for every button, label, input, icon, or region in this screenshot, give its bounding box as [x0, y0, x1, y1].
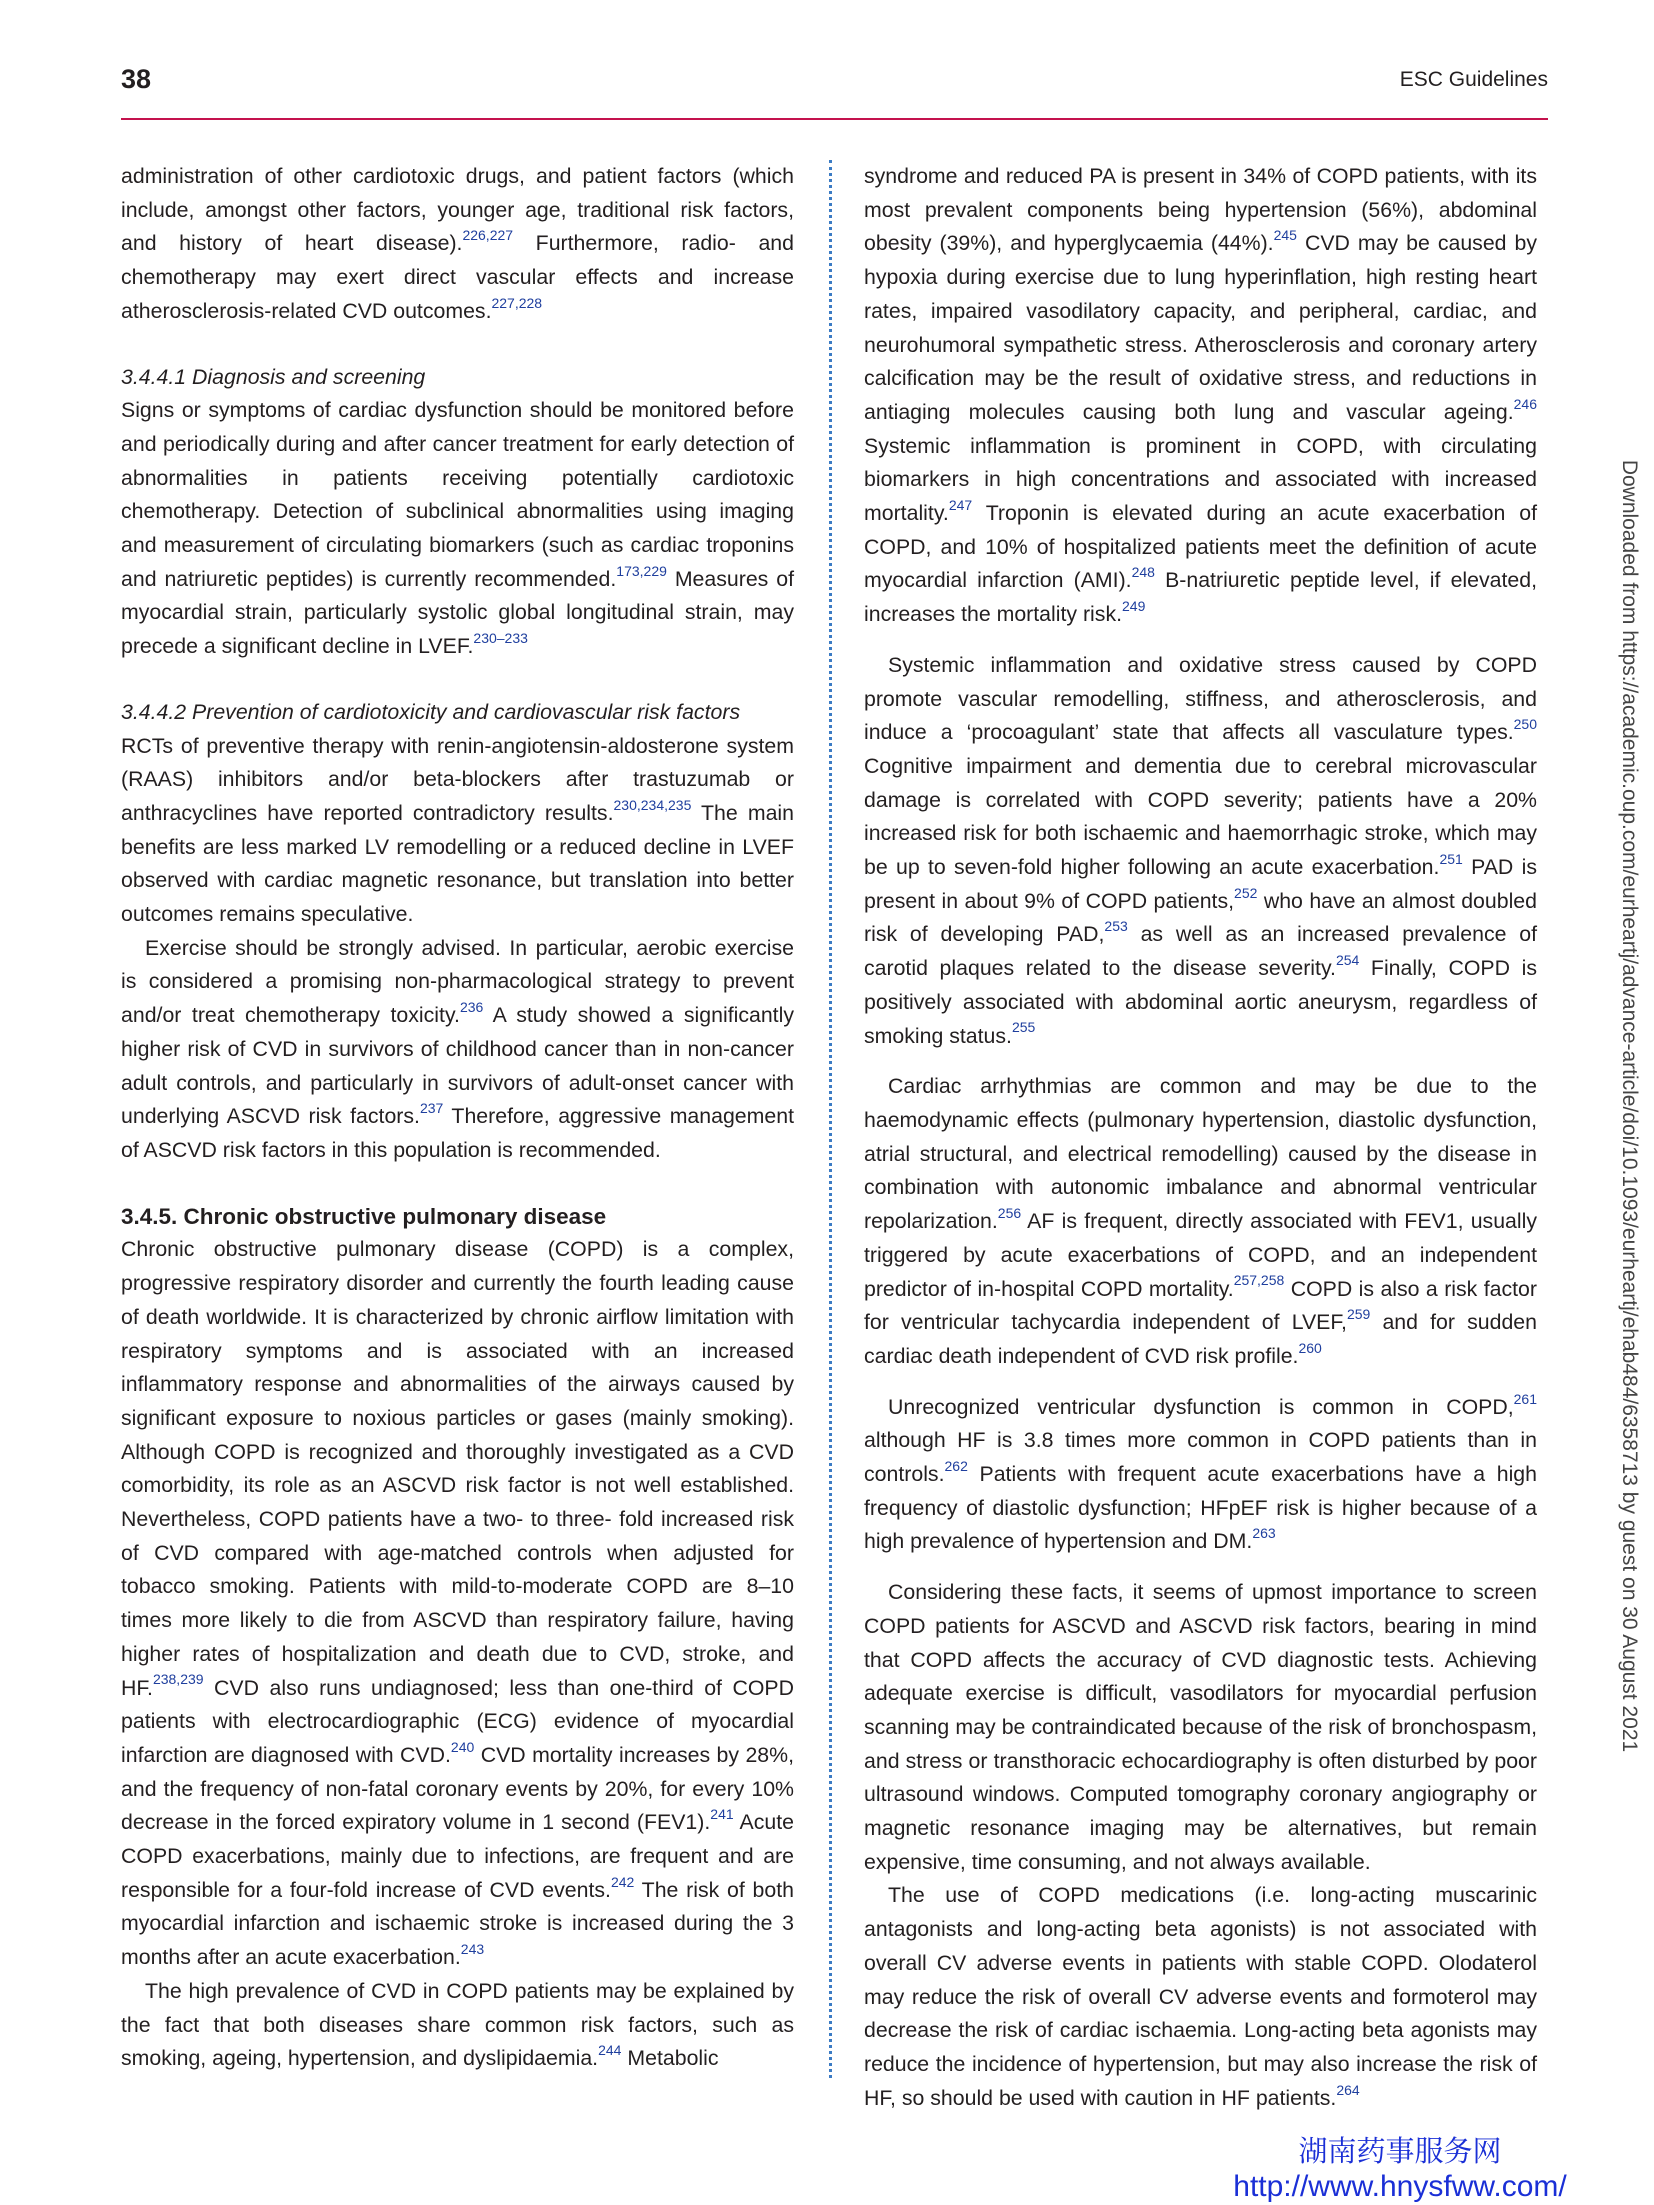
citation-reference[interactable]: 240 [450, 1738, 475, 1755]
paragraph-text: CVD also runs undiagnosed; less than one-third of COPD patients with electrocardiographic (ECG) evidence of myocardial infarction are diagnosed with CVD. [121, 1675, 794, 1767]
column-divider [829, 160, 832, 2078]
citation-reference[interactable]: 260 [1298, 1339, 1322, 1356]
body-paragraph [864, 1391, 1537, 1560]
citation-reference[interactable]: 256 [997, 1205, 1022, 1221]
paragraph-text: The risk of both myocardial infarction and ischaemic stroke is increased during the 3 months after an acute exacerbation. [121, 1877, 794, 1970]
body-paragraph [121, 730, 794, 932]
paragraph-gap [121, 329, 794, 361]
paragraph-text: Unrecognized ventricular dysfunction is common in COPD, [888, 1394, 1514, 1419]
citation-reference[interactable]: 253 [1104, 918, 1128, 935]
citation-reference[interactable]: 236 [459, 999, 484, 1016]
paragraph-text: Troponin is elevated during an acute exacerbation of COPD, and 10% of hospitalized patients meet the definition of acute myocardial infarction (AMI). [864, 501, 1537, 593]
paragraph-text: syndrome and reduced PA is present in 34% of COPD patients, with its most prevalent components being hypertension (56%), abdominal obesity (39%), and hyperglycaemia (44%). [864, 164, 1537, 256]
paragraph-text: B-natriuretic peptide level, if elevated, increases the mortality risk. [864, 568, 1538, 627]
running-head: ESC Guidelines [1399, 68, 1548, 91]
citation-reference[interactable]: 247 [948, 496, 973, 513]
citation-reference[interactable]: 252 [1234, 884, 1258, 901]
paragraph-text: as well as an increased prevalence of carotid plaques related to the disease severity. [864, 922, 1537, 981]
body-paragraph [121, 1975, 794, 2076]
paragraph-text: Chronic obstructive pulmonary disease (COPD) is a complex, progressive respiratory disorder and currently the fourth leading cause of death worldwide. It is characterized by chronic airflow limitation with respiratory symptoms and is associated with an increased inflammatory response and abnormalities of the airways caused by significant exposure to noxious particles or gases (mainly smoking). Although COPD is recognized and thoroughly investigated as a CVD comorbidity, its role as an ASCVD risk factor is not well established. Nevertheless, COPD patients have a two- to three- fold increased risk of CVD compared with age-matched controls when adjusted for tobacco smoking. Patients with mild-to-moderate COPD are 8–10 times more likely to die from ASCVD than respiratory failure, having higher rates of hospitalization and death due to CVD, stroke, and HF. [121, 1237, 794, 1700]
citation-reference[interactable]: 255 [1011, 1019, 1036, 1036]
citation-reference[interactable]: 226,227 [462, 227, 514, 244]
body-paragraph [121, 394, 794, 664]
citation-reference[interactable]: 262 [944, 1457, 968, 1474]
paragraph-text: CVD mortality increases by 28%, and the frequency of non-fatal coronary events by 20%, for every 10% decrease in the forced expiratory volume in 1 second (FEV1). [121, 1742, 794, 1835]
paragraph-text: RCTs of preventive therapy with renin-angiotensin-aldosterone system (RAAS) inhibitors and/or beta-blockers after trastuzumab or anthracyclines have reported contradictory results. [121, 733, 794, 825]
body-paragraph [121, 1233, 794, 1974]
body-paragraph [121, 160, 794, 329]
body-paragraph [864, 1070, 1537, 1373]
citation-reference[interactable]: 245 [1273, 227, 1297, 244]
paragraph-text: Acute COPD exacerbations, mainly due to infections, are frequent and are responsible for a four-fold increase of CVD events. [121, 1810, 794, 1902]
left-column [121, 160, 794, 2076]
paragraph-text: COPD is also a risk factor for ventricular tachycardia independent of LVEF, [864, 1276, 1537, 1335]
watermark-site-name: 湖南药事服务网 [1298, 2134, 1502, 2168]
paragraph-gap [864, 632, 1537, 649]
paragraph-text: although HF is 3.8 times more common in COPD patients than in controls. [864, 1428, 1537, 1487]
header-rule [121, 118, 1548, 120]
citation-reference[interactable]: 241 [710, 1806, 734, 1823]
citation-reference[interactable]: 264 [1336, 2081, 1360, 2098]
paragraph-text: Signs or symptoms of cardiac dysfunction should be monitored before and periodically during and after cancer treatment for early detection of abnormalities in patients receiving potentially cardiotoxic chemotherapy. Detection of subclinical abnormalities using imaging and measurement of circulating biomarkers (such as cardiac troponins and natriuretic peptides) is currently recommended. [121, 398, 794, 591]
body-paragraph [864, 160, 1537, 632]
body-paragraph [121, 932, 794, 1168]
paragraph-text: Metabolic [621, 2046, 719, 2071]
citation-reference[interactable]: 248 [1131, 564, 1155, 581]
citation-reference[interactable]: 259 [1346, 1306, 1371, 1323]
page-number: 38 [121, 64, 152, 94]
body-paragraph [864, 1576, 1537, 1879]
citation-reference[interactable]: 238,239 [152, 1671, 204, 1688]
site-watermark [1210, 2133, 1590, 2205]
citation-reference[interactable]: 243 [460, 1941, 485, 1958]
paragraph-text: Patients with frequent acute exacerbations have a high frequency of diastolic dysfunction; HFpEF risk is higher because of a high prevalence of hypertension and DM. [864, 1462, 1537, 1554]
paragraph-text: The use of COPD medications (i.e. long-acting muscarinic antagonists and long-acting beta agonists) is not associated with overall CV adverse events in patients with stable COPD. Olodaterol may reduce the risk of overall CV adverse events and formoterol may decrease the risk of cardiac ischaemia. Long-acting beta agonists may reduce the incidence of hypertension, but may also increase the risk of HF, so should be used with caution in HF patients. [864, 1883, 1537, 2110]
subsection-heading: 3.4.4.2 Prevention of cardiotoxicity and cardiovascular risk factors [121, 699, 741, 724]
paragraph-text: Exercise should be strongly advised. In particular, aerobic exercise is considered a promising non-pharmacological strategy to prevent and/or treat chemotherapy toxicity. [121, 935, 794, 1028]
paragraph-text: A study showed a significantly higher risk of CVD in survivors of childhood cancer than in non-cancer adult controls, and particularly in survivors of adult-onset cancer with underlying ASCVD risk factors. [121, 1003, 794, 1129]
paragraph-gap [864, 1374, 1537, 1391]
paragraph-text: AF is frequent, directly associated with FEV1, usually triggered by acute exacerbations of COPD, and an independent predictor of in-hospital COPD mortality. [864, 1209, 1537, 1301]
paragraph-text: administration of other cardiotoxic drugs, and patient factors (which include, amongst other factors, younger age, traditional risk factors, and history of heart disease). [121, 164, 794, 256]
paragraph-gap [864, 1559, 1537, 1576]
download-notice: Downloaded from https://academic.oup.com/eurheartj/advance-article/doi/10.1093/eurheartj/ehab484/6358713 by guest on 30 August 2021 [1618, 459, 1641, 1753]
paragraph-text: The main benefits are less marked LV remodelling or a reduced decline in LVEF observed with cardiac magnetic resonance, but translation into better outcomes remains speculative. [121, 800, 794, 927]
paragraph-text: PAD is present in about 9% of COPD patients, [864, 855, 1537, 913]
paragraph-text: Cognitive impairment and dementia due to cerebral microvascular damage is correlated with COPD severity; patients have a 20% increased risk for both ischaemic and haemorrhagic stroke, which may be up to seven-fold higher following an acute exacerbation. [864, 753, 1537, 880]
paragraph-text: Cardiac arrhythmias are common and may be due to the haemodynamic effects (pulmonary hypertension, diastolic dysfunction, atrial structural, and electrical remodelling) caused by the disease in combination with autonomic imbalance and abnormal ventricular repolarization. [864, 1074, 1537, 1234]
citation-reference[interactable]: 254 [1335, 952, 1360, 969]
paragraph-text: Considering these facts, it seems of upmost importance to screen COPD patients for ASCVD and ASCVD risk factors, bearing in mind that COPD affects the accuracy of CVD diagnostic tests. Achieving adequate exercise is difficult, vasodilators for myocardial perfusion scanning may be contraindicated because of the risk of bronchospasm, and stress or transthoracic echocardiography is often disturbed by poor ultrasound windows. Computed tomography coronary angiography or magnetic resonance imaging may be alternatives, but remain expensive, time consuming, and not always available. [864, 1580, 1537, 1874]
citation-reference[interactable]: 244 [598, 2042, 622, 2059]
paragraph-text: Finally, COPD is positively associated with abdominal aortic aneurysm, regardless of smoking status. [864, 956, 1537, 1048]
citation-reference[interactable]: 237 [419, 1100, 444, 1117]
citation-reference[interactable]: 263 [1252, 1525, 1276, 1542]
citation-reference[interactable]: 230,234,235 [613, 796, 692, 813]
citation-reference[interactable]: 230–233 [473, 630, 528, 647]
section-heading: 3.4.5. Chronic obstructive pulmonary disease [121, 1203, 607, 1229]
paragraph-gap [121, 664, 794, 696]
body-paragraph [864, 1879, 1537, 2115]
watermark-url[interactable]: http://www.hnysfww.com/ [1233, 2170, 1567, 2203]
citation-reference[interactable]: 261 [1513, 1390, 1537, 1407]
paragraph-text: Systemic inflammation is prominent in COPD, with circulating biomarkers in high concentrations and associated with increased mortality. [864, 433, 1537, 526]
page-header [121, 64, 1548, 100]
right-column [864, 160, 1537, 2115]
paragraph-gap [121, 1168, 794, 1200]
subsection-heading: 3.4.4.1 Diagnosis and screening [121, 364, 426, 389]
citation-reference[interactable]: 249 [1122, 598, 1146, 615]
citation-reference[interactable]: 257,258 [1233, 1272, 1285, 1289]
paragraph-text: and for sudden cardiac death independent of CVD risk profile. [864, 1310, 1537, 1368]
paragraph-gap [864, 1053, 1537, 1070]
paragraph-text: CVD may be caused by hypoxia during exercise due to lung hyperinflation, high resting heart rates, impaired vasodilatory capacity, and peripheral, cardiac, and neurohumoral sympathetic stress. Atherosclerosis and coronary artery calcification may be the result of oxidative stress, and reductions in antiaging molecules causing both lung and vascular ageing. [864, 231, 1537, 424]
citation-reference[interactable]: 251 [1439, 850, 1463, 867]
citation-reference[interactable]: 250 [1513, 716, 1537, 733]
paragraph-text: Measures of myocardial strain, particularly systolic global longitudinal strain, may precede a significant decline in LVEF. [121, 566, 794, 659]
citation-reference[interactable]: 227,228 [491, 294, 543, 311]
paragraph-text: Furthermore, radio- and chemotherapy may exert direct vascular effects and increase atherosclerosis-related CVD outcomes. [121, 231, 794, 323]
paragraph-text: Systemic inflammation and oxidative stress caused by COPD promote vascular remodelling, stiffness, and atherosclerosis, and induce a ‘procoagulant’ state that affects all vasculature types. [864, 652, 1537, 745]
body-paragraph [864, 649, 1537, 1053]
paragraph-text: who have an almost doubled risk of developing PAD, [864, 888, 1537, 947]
paragraph-text: The high prevalence of CVD in COPD patients may be explained by the fact that both diseases share common risk factors, such as smoking, ageing, hypertension, and dyslipidaemia. [121, 1978, 794, 2071]
citation-reference[interactable]: 173,229 [616, 562, 667, 579]
paragraph-text: Therefore, aggressive management of ASCVD risk factors in this population is recommended. [121, 1104, 794, 1162]
citation-reference[interactable]: 242 [610, 1873, 635, 1890]
citation-reference[interactable]: 246 [1513, 395, 1537, 412]
